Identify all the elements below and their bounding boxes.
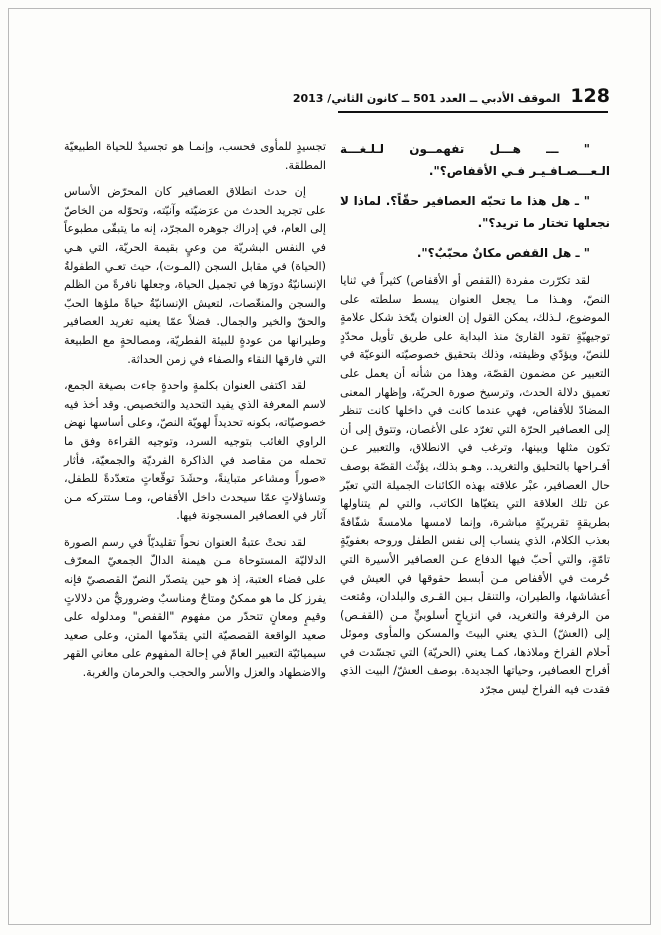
page-header [292, 80, 610, 108]
body-paragraph: لقد اكتفى العنوان بكلمةٍ واحدةٍ جاءت بصيغة الجمع، لاسم المعرفة الذي يفيد التحديد والتخصيص. وقد أخذ فيه خصوصيّاته، بكونه تحديداً لهويّة النصّ، وعلى أساسها نهض الراوي الغائب بتوجيه السرد، وتوجيه القراءة وفق ما تحمله من مقاصد في الذاكرة الفرديّة والجمعيّة، فأثار «صوراً ومشاعر متباينةً، وحشَدَ توقّعاتٍ متعدّدةً للطفل، وتساؤلاتٍ عمّا سيحدث داخل الأقفاص، ومـا ستتركه مـن آثار في العصافير المسجونة فيها. [64, 379, 326, 523]
body-paragraph: إن حدث انطلاق العصافير كان المحرّض الأساس على تجريد الحدث من عرَضيّته وآنيّته، وتحوّله من الخاصّ إلى العام، في إدراك جوهره المجرّد، إنه ما يتبقّى مطبوعاً في النفس البشريّة من وعيٍ بقيمة الحريّة، التي هـي (الحياة) في مقابل السجن (المـوت)، حيث تعـي الطفولةُ الإنسانيّةُ دورَها في تجميل الحياة، وجعلها نافرةً من الظلم والسجن والمنغّصات، لتعيش الإنسانيّةُ حياةً ملؤها الحبّ والحقّ والخير والجمال. فضلاً عمّا يعنيه تغريد العصافير وطيرانها من عودةٍ للبيئة الفطريّة، ومصالحةٍ مع الطبيعة التي فارقها النقاء والصفاء في زمن الحداثة. [64, 185, 326, 366]
header-rule [338, 111, 608, 113]
quote-line: " ـ هل القفص مكانٌ محبّبٌ؟". [416, 246, 590, 260]
body-paragraph: لقد نحتْ عتبةُ العنوان نحواً تقليديّاً في رسم الصورة الدلاليّة المستوحاة مـن هيمنة الدالّ الجمعيّ المعرّف على فضاء العتبة، إذ هو حين يتصدّر النصّ القصصيّ فإنه يفرز كل ما هو ممكنٌ ومتاحٌ ومناسبٌ وضروريٌّ من دلالاتٍ وقيمٍ ومعانٍ تتحدّر من مفهوم "القفص" ومدلوله على صعيد الواقعة القصصيّة التي يقدّمها المتن، وعلى صعيد سيميائيّة التعبير العامّ في إحالة المفهوم على معاني القهر والاضطهاد والعزل والأسر والحجب والحرمان والغربة. [64, 535, 326, 680]
quote-line: " ـ هل هذا ما تحبّه العصافير حقّاً؟. لماذا لا نجعلها تختار ما تريد؟". [340, 194, 610, 230]
left-column [64, 138, 326, 691]
page-number: 128 [570, 85, 610, 107]
body-paragraph: تجسيدٍ للمأوى فحسب، وإنمـا هو تجسيدٌ للحياة الطبيعيّة المطلقة. [64, 140, 326, 172]
quote-line: " ـــ هـــل تفهمــون لـلـغـــة الـعـــصـافـيـر فـي الأقفاص؟". [340, 142, 610, 178]
body-paragraph: لقد تكرّرت مفردة (القفص أو الأقفاص) كثيراً في ثنايا النصّ، وهـذا مـا يجعل العنوان يبسط سلطته على الموضوع، لـذلك، يمكن القول إن العنوان يتّخذ شكل علامةٍ توجيهيّةٍ تقود القارئ منذ البداية على طريق تأويل محدّدٍ للنصّ، ويؤدّي وظيفته، وذلك بتحقيق خصوصيّته النوعيّة في التعبير عن مضمون القصّة، وهذا من شأنه أن يعمل على تعميق دلالة الحدث، وترسيخ صورة الحريّة، وإظهار المعنى المضادّ للأقفاص، فهي عندما كانت في داخلها كانت تنظر إلى العصافير الحرّة التي تغرّد على الأغصان، وتتوق إلى أن تكون مثلها وبينها، وترغب في الانطلاق، والتعبير عـن أفـراحها بالتحليق والتغريد.. وهـو بذلك، يؤثّث القصّة بوصف حال العصافير، عبْر علاقته بهذه الكائنات الجميلة التي تعبّر عن تلك العلاقة التي يتغيّاها الكاتب، والتي لم يتناولها بطريقةٍ تقريريّةٍ مباشرة، وإنما لامسها ملامسةً شفّافةً بعذب الكلام، الذي ينساب إلى نفس الطفل وروحه بعفويّةٍ تامّةٍ، والتي أحبّ فيها الدفاع عـن العصافير الأسيرة التي حُرمت في الأقفاص مـن أبسط حقوقها في العيش في أعشاشها، والطيران، والتنقل بـين القـرى والبلدان، ومُتعت من الرفرفة والتغريد، في انزياحٍ أسلوبيٍّ مـن (القفـص) إلى (العشّ) الـذي يعني البيتَ والمسكن والمأوى وموئل أحلام الفراخ وملاذها، كمـا يعني (الحريّة) التي تجسّدت في أفراح العصافير، وحياتها الجديدة. بوصف العشّ/ البيت الذي فقدت فيه الفراخ ليس مجرّد [340, 274, 610, 697]
running-head: الموقف الأدبي ــ العدد 501 ــ كانون الثاني/ 2013 [292, 92, 561, 105]
right-column [340, 138, 610, 708]
